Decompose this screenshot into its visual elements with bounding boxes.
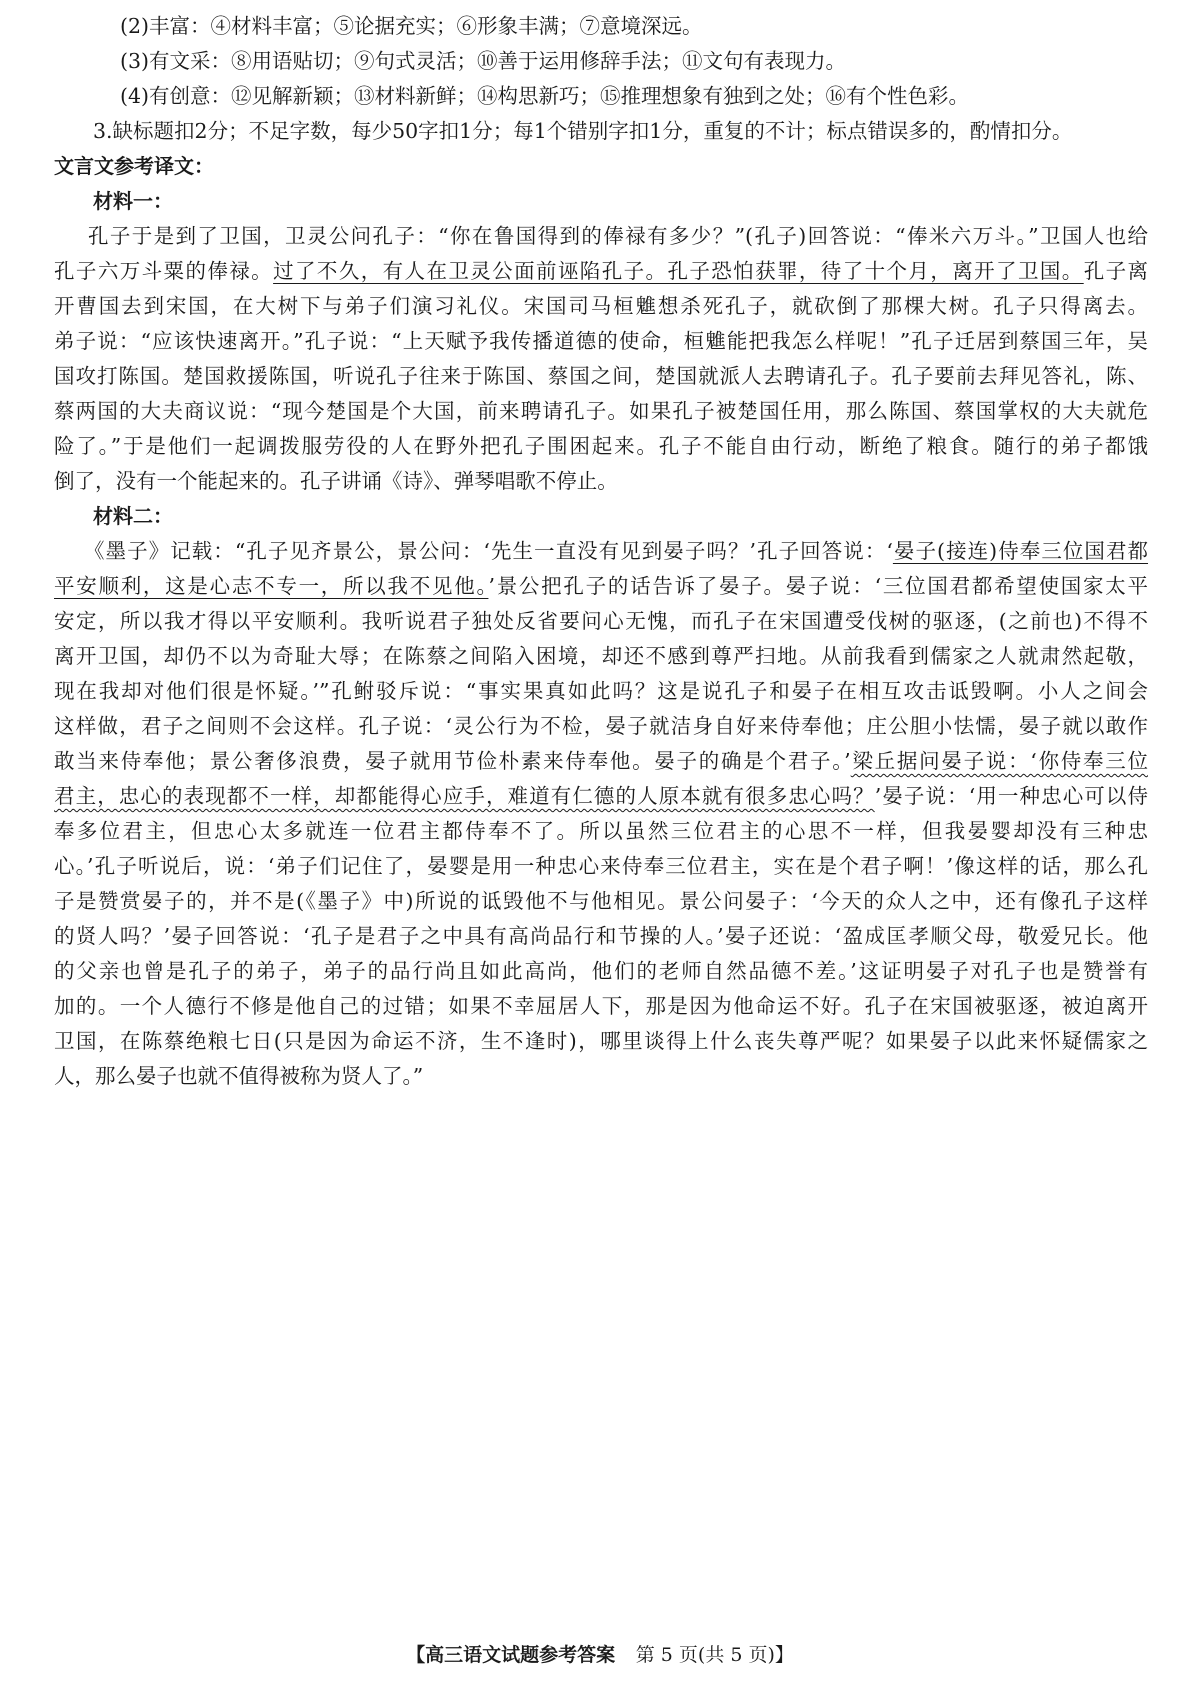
material2-text: ’景公把孔子的话告诉了晏子。晏子说：‘三位国君都希望使国家太平 <box>488 574 1148 598</box>
material1-line: 国攻打陈国。楚国救援陈国，听说孔子往来于陈国、蔡国之间，楚国就派人去聘请孔子。孔子要前去拜见答礼，陈、 <box>54 364 1148 388</box>
material2-line: 的贤人吗？’晏子回答说：‘孔子是君子之中具有高尚品行和节操的人。’晏子还说：‘盈成匡孝顺父母，敬爱兄长。他 <box>54 924 1148 948</box>
material2-underlined-sentence: 平安顺利，这是心志不专一，所以我不见他。 <box>54 574 489 598</box>
material2-line: 奉多位君主，但忠心太多就连一位君主都侍奉不了。所以虽然三位君主的心思不一样，但我晏婴却没有三种忠 <box>54 819 1148 843</box>
material1-line: 孔子于是到了卫国，卫灵公问孔子：“你在鲁国得到的俸禄有多少？”(孔子)回答说：“俸米六万斗。”卫国人也给 <box>88 224 1148 248</box>
criteria-literary: (3)有文采：⑧用语贴切；⑨句式灵活；⑩善于运用修辞手法；⑪文句有表现力。 <box>120 49 847 73</box>
criteria-creative: (4)有创意：⑫见解新颖；⑬材料新鲜；⑭构思新巧；⑮推理想象有独到之处；⑯有个性色彩。 <box>120 84 970 108</box>
section-title: 文言文参考译文： <box>54 154 214 178</box>
material2-line: 人，那么晏子也就不值得被称为贤人了。” <box>54 1064 424 1088</box>
material1-line: 险了。”于是他们一起调拨服劳役的人在野外把孔子围困起来。孔子不能自由行动，断绝了粮食。随行的弟子都饿 <box>54 434 1148 458</box>
material1-line: 开曹国去到宋国，在大树下与弟子们演习礼仪。宋国司马桓魋想杀死孔子，就砍倒了那棵大树。孔子只得离去。 <box>54 294 1148 318</box>
criteria-rich: (2)丰富：④材料丰富；⑤论据充实；⑥形象丰满；⑦意境深远。 <box>120 14 703 38</box>
material2-text: ’晏子说：‘用一种忠心可以侍 <box>874 784 1148 808</box>
material2-line: 这样做，君子之间则不会这样。孔子说：‘灵公行为不检，晏子就洁身自好来侍奉他；庄公胆小怯懦，晏子就以敢作 <box>54 714 1148 738</box>
footer-title: 【高三语文试题参考答案 <box>406 1644 616 1666</box>
material2-text: 《墨子》记载：“孔子见齐景公，景公问：‘先生一直没有见到晏子吗？’孔子回答说：‘ <box>84 539 893 563</box>
material2-line: 现在我却对他们很是怀疑。’”孔鲋驳斥说：“事实果真如此吗？这是说孔子和晏子在相互攻击诋毁啊。小人之间会 <box>54 679 1148 703</box>
material2-line: 安定，所以我才得以平安顺利。我听说君子独处反省要问心无愧，而孔子在宋国遭受伐树的驱逐，(之前也)不得不 <box>54 609 1148 633</box>
material1-text: 孔子六万斗粟的俸禄。 <box>54 259 274 283</box>
material1-line: 倒了，没有一个能起来的。孔子讲诵《诗》、弹琴唱歌不停止。 <box>54 469 618 493</box>
material2-line: 卫国，在陈蔡绝粮七日(只是因为命运不济，生不逢时)，哪里谈得上什么丧失尊严呢？如果晏子以此来怀疑儒家之 <box>54 1029 1148 1053</box>
criteria-deductions: 3.缺标题扣2分；不足字数，每少50字扣1分；每1个错别字扣1分，重复的不计；标点错误多的，酌情扣分。 <box>93 119 1073 143</box>
material1-line: 蔡两国的大夫商议说：“现今楚国是个大国，前来聘请孔子。如果孔子被楚国任用，那么陈国、蔡国掌权的大夫就危 <box>54 399 1148 423</box>
material1-text: 孔子离 <box>1083 259 1149 283</box>
footer-page-number: 第 5 页(共 5 页)】 <box>635 1644 794 1666</box>
page-footer <box>0 1640 1200 1667</box>
material2-underlined-sentence: 晏子(接连)侍奉三位国君都 <box>892 539 1149 563</box>
material2-line: 加的。一个人德行不修是他自己的过错；如果不幸屈居人下，那是因为他命运不好。孔子在宋国被驱逐，被迫离开 <box>54 994 1148 1018</box>
material2-line: 离开卫国，却仍不以为奇耻大辱；在陈蔡之间陷入困境，却还不感到尊严扫地。从前我看到儒家之人就肃然起敬， <box>54 644 1148 668</box>
material1-underlined-sentence: 过了不久，有人在卫灵公面前诬陷孔子。孔子恐怕获罪，待了十个月，离开了卫国。 <box>273 259 1084 283</box>
material2-line <box>84 537 1148 565</box>
material1-line: 弟子说：“应该快速离开。”孔子说：“上天赋予我传播道德的使命，桓魋能把我怎么样呢！”孔子迁居到蔡国三年，吴 <box>54 329 1148 353</box>
material2-line <box>54 572 1148 600</box>
material2-line: 的父亲也曾是孔子的弟子，弟子的品行尚且如此高尚，他们的老师自然品德不差。’这证明晏子对孔子也是赞誉有 <box>54 959 1148 983</box>
material2-wavy-underlined-sentence: 君主，忠心的表现都不一样，却都能得心应手，难道有仁德的人原本就有很多忠心吗？ <box>54 784 875 808</box>
material2-line: 心。’孔子听说后，说：‘弟子们记住了，晏婴是用一种忠心来侍奉三位君主，实在是个君子啊！’像这样的话，那么孔 <box>54 854 1148 878</box>
material2-line <box>54 782 1148 810</box>
material1-line <box>54 257 1148 285</box>
material2-line: 子是赞赏晏子的，并不是(《墨子》中)所说的诋毁他不与他相见。景公问晏子：‘今天的众人之中，还有像孔子这样 <box>54 889 1148 913</box>
material1-heading: 材料一： <box>93 189 173 213</box>
material2-text: 敢当来侍奉他；景公奢侈浪费，晏子就用节俭朴素来侍奉他。晏子的确是个君子。’ <box>54 749 851 773</box>
material2-wavy-underlined-sentence: 梁丘据问晏子说：‘你侍奉三位 <box>850 749 1148 773</box>
material2-line <box>54 747 1148 775</box>
material2-heading: 材料二： <box>93 504 173 528</box>
